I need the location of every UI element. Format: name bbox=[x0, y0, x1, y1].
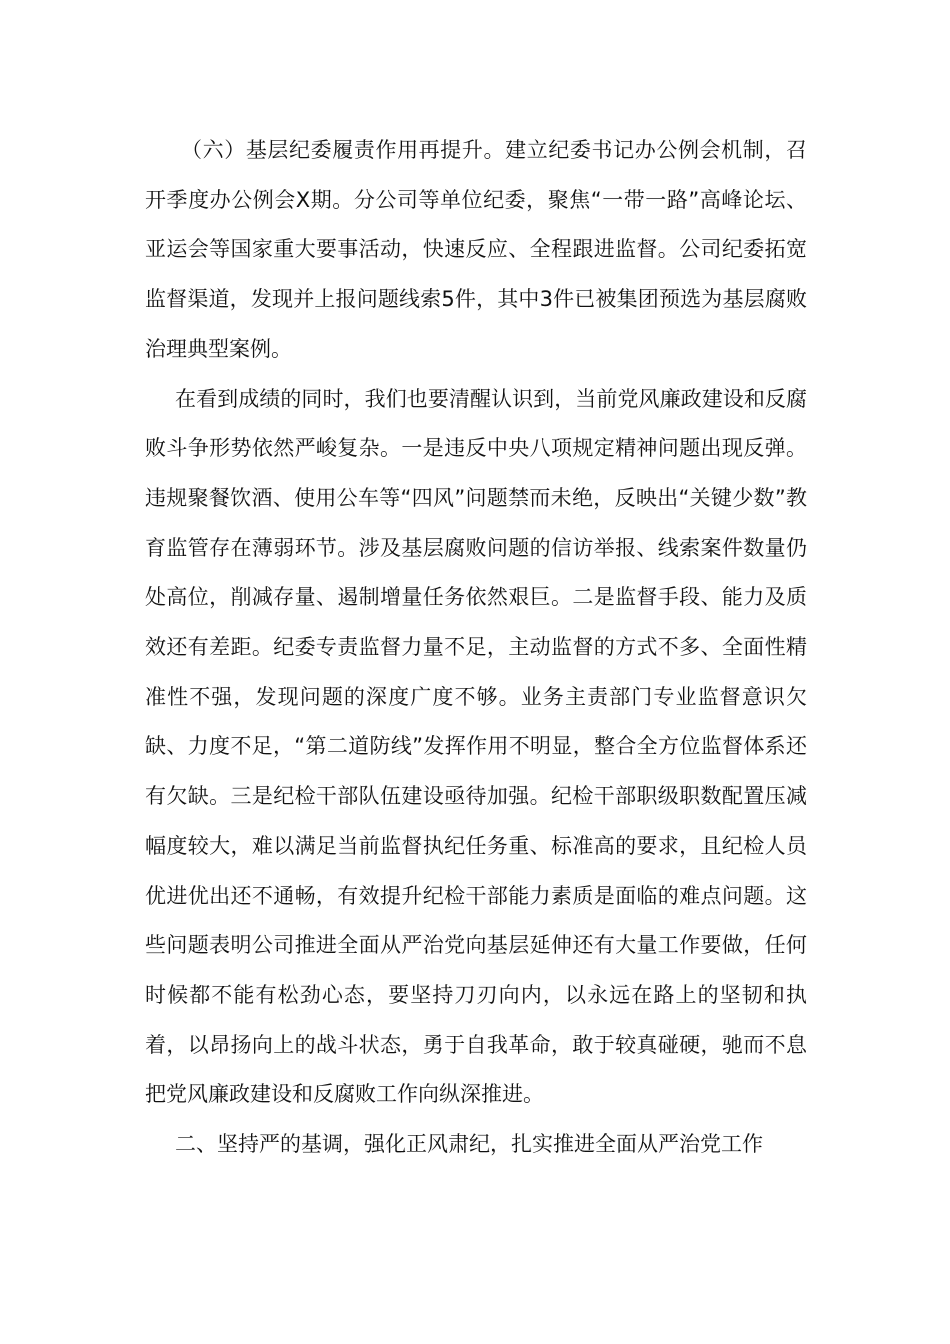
paragraph-problems-analysis: 在看到成绩的同时，我们也要清醒认识到，当前党风廉政建设和反腐败斗争形势依然严峻复杂。一是违反中央八项规定精神问题出现反弹。违规聚餐饮酒、使用公车等“四风”问题禁而未绝，反映出“关键少数”教育监管存在薄弱环节。涉及基层腐败问题的信访举报、线索案件数量仍处高位，削减存量、遏制增量任务依然艰巨。二是监督手段、能力及质效还有差距。纪委专责监督力量不足，主动监督的方式不多、全面性精准性不强，发现问题的深度广度不够。业务主责部门专业监督意识欠缺、力度不足，“第二道防线”发挥作用不明显，整合全方位监督体系还有欠缺。三是纪检干部队伍建设亟待加强。纪检干部职级职数配置压减幅度较大，难以满足当前监督执纪任务重、标准高的要求，且纪检人员优进优出还不通畅，有效提升纪检干部能力素质是面临的难点问题。这些问题表明公司推进全面从严治党向基层延伸还有大量工作要做，任何时候都不能有松劲心态，要坚持刀刃向内，以永远在路上的坚韧和执着，以昂扬向上的战斗状态，勇于自我革命，敢于较真碰硬，驰而不息把党风廉政建设和反腐败工作向纵深推进。 bbox=[145, 386, 807, 1107]
section-heading-two: 二、坚持严的基调，强化正风肃纪，扎实推进全面从严治党工作 bbox=[175, 1132, 763, 1157]
document-body bbox=[145, 126, 807, 1170]
paragraph-grassroots-commission: （六）基层纪委履责作用再提升。建立纪委书记办公例会机制，召开季度办公例会X期。分公司等单位纪委，聚焦“一带一路”高峰论坛、亚运会等国家重大要事活动，快速反应、全程跟进监督。公司纪委拓宽监督渠道，发现并上报问题线索5件，其中3件已被集团预选为基层腐败治理典型案例。 bbox=[145, 138, 807, 361]
